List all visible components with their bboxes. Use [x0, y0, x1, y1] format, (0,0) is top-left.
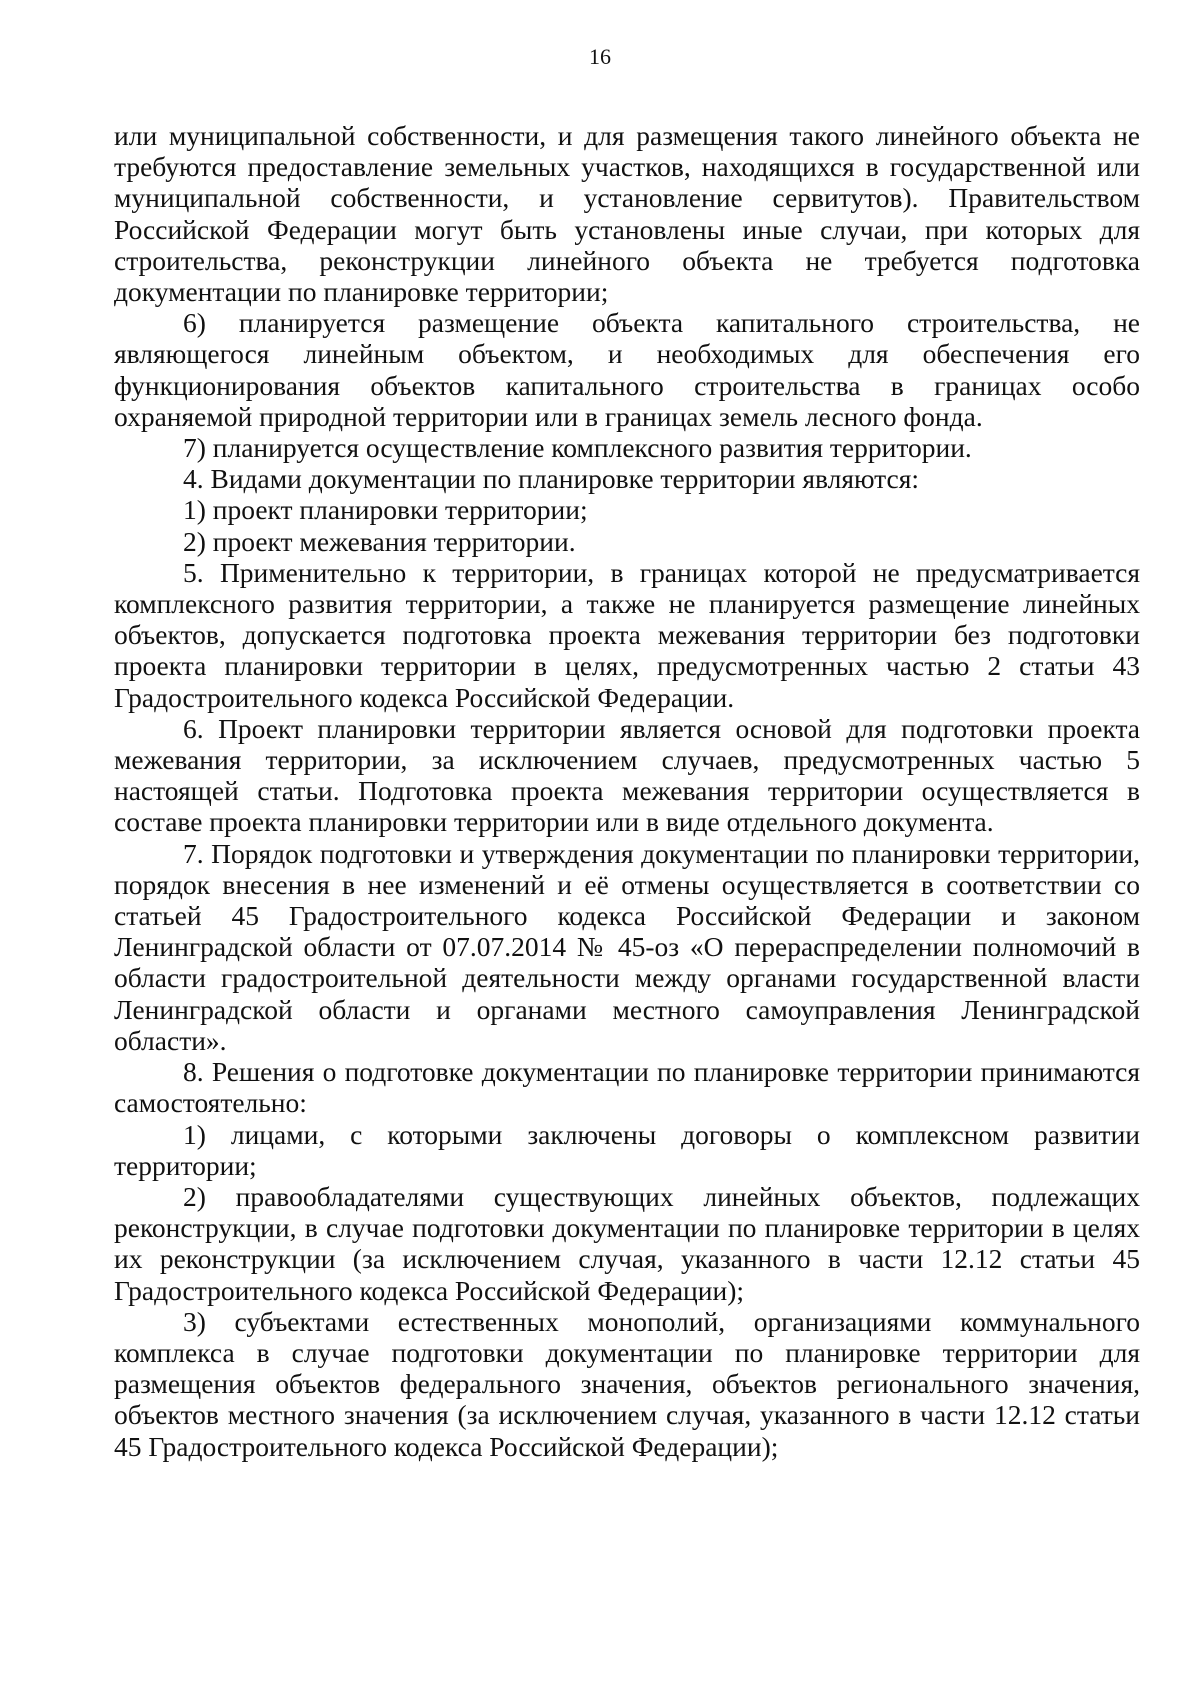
paragraph-clause-8-item-1: 1) лицами, с которыми заключены договоры о комплексном развитии территории;	[114, 1118, 1140, 1181]
page-number: 16	[589, 44, 611, 69]
paragraph-clause-4-item-2: 2) проект межевания территории.	[183, 525, 576, 557]
paragraph-clause-8-item-3: 3) субъектами естественных монополий, организациями коммунального комплекса в случае подготовки документации по планировке территории для размещения объектов федерального значения, объектов регионального значения, объектов местного значения (за исключением случая, указанного в части 12.12 статьи 45 Градостроительного кодекса Российской Федерации);	[114, 1305, 1140, 1462]
paragraph-clause-5: 5. Применительно к территории, в границах которой не предусматривается комплексного развития территории, а также не планируется размещение линейных объектов, допускается подготовка проекта межевания территории без подготовки проекта планировки территории в целях, предусмотренных частью 2 статьи 43 Градостроительного кодекса Российской Федерации.	[114, 556, 1140, 713]
paragraph-item-7: 7) планируется осуществление комплексного развития территории.	[183, 432, 972, 464]
paragraph-clause-4: 4. Видами документации по планировке территории являются:	[183, 463, 920, 495]
paragraph-clause-8-item-2: 2) правообладателями существующих линейных объектов, подлежащих реконструкции, в случае подготовки документации по планировке территории в целях их реконструкции (за исключением случая, указанного в части 12.12 статьи 45 Градостроительного кодекса Российской Федерации);	[114, 1180, 1140, 1306]
paragraph-item-6: 6) планируется размещение объекта капитального строительства, не являющегося линейным объектом, и необходимых для обеспечения его функционирования объектов капитального строительства в границах особо охраняемой природной территории или в границах земель лесного фонда.	[114, 307, 1140, 432]
paragraph-clause-6: 6. Проект планировки территории является основой для подготовки проекта межевания территории, за исключением случаев, предусмотренных частью 5 настоящей статьи. Подготовка проекта межевания территории осуществляется в составе проекта планировки территории или в виде отдельного документа.	[114, 712, 1140, 838]
paragraph-continuation: или муниципальной собственности, и для размещения такого линейного объекта не требуются предоставление земельных участков, находящихся в государственной или муниципальной собственности, и установление сервитутов). Правительством Российской Федерации могут быть установлены иные случаи, при которых для строительства, реконструкции линейного объекта не требуется подготовка документации по планировке территории;	[114, 120, 1140, 308]
paragraph-clause-4-item-1: 1) проект планировки территории;	[183, 494, 588, 526]
document-body	[114, 120, 1140, 1462]
paragraph-clause-7: 7. Порядок подготовки и утверждения документации по планировки территории, порядок внесения в нее изменений и её отмены осуществляется в соответствии со статьей 45 Градостроительного кодекса Российской Федерации и законом Ленинградской области от 07.07.2014 № 45-оз «О перераспределении полномочий в области градостроительной деятельности между органами государственной власти Ленинградской области и органами местного самоуправления Ленинградской области».	[114, 837, 1140, 1056]
paragraph-clause-8: 8. Решения о подготовке документации по планировке территории принимаются самостоятельно:	[114, 1056, 1140, 1119]
